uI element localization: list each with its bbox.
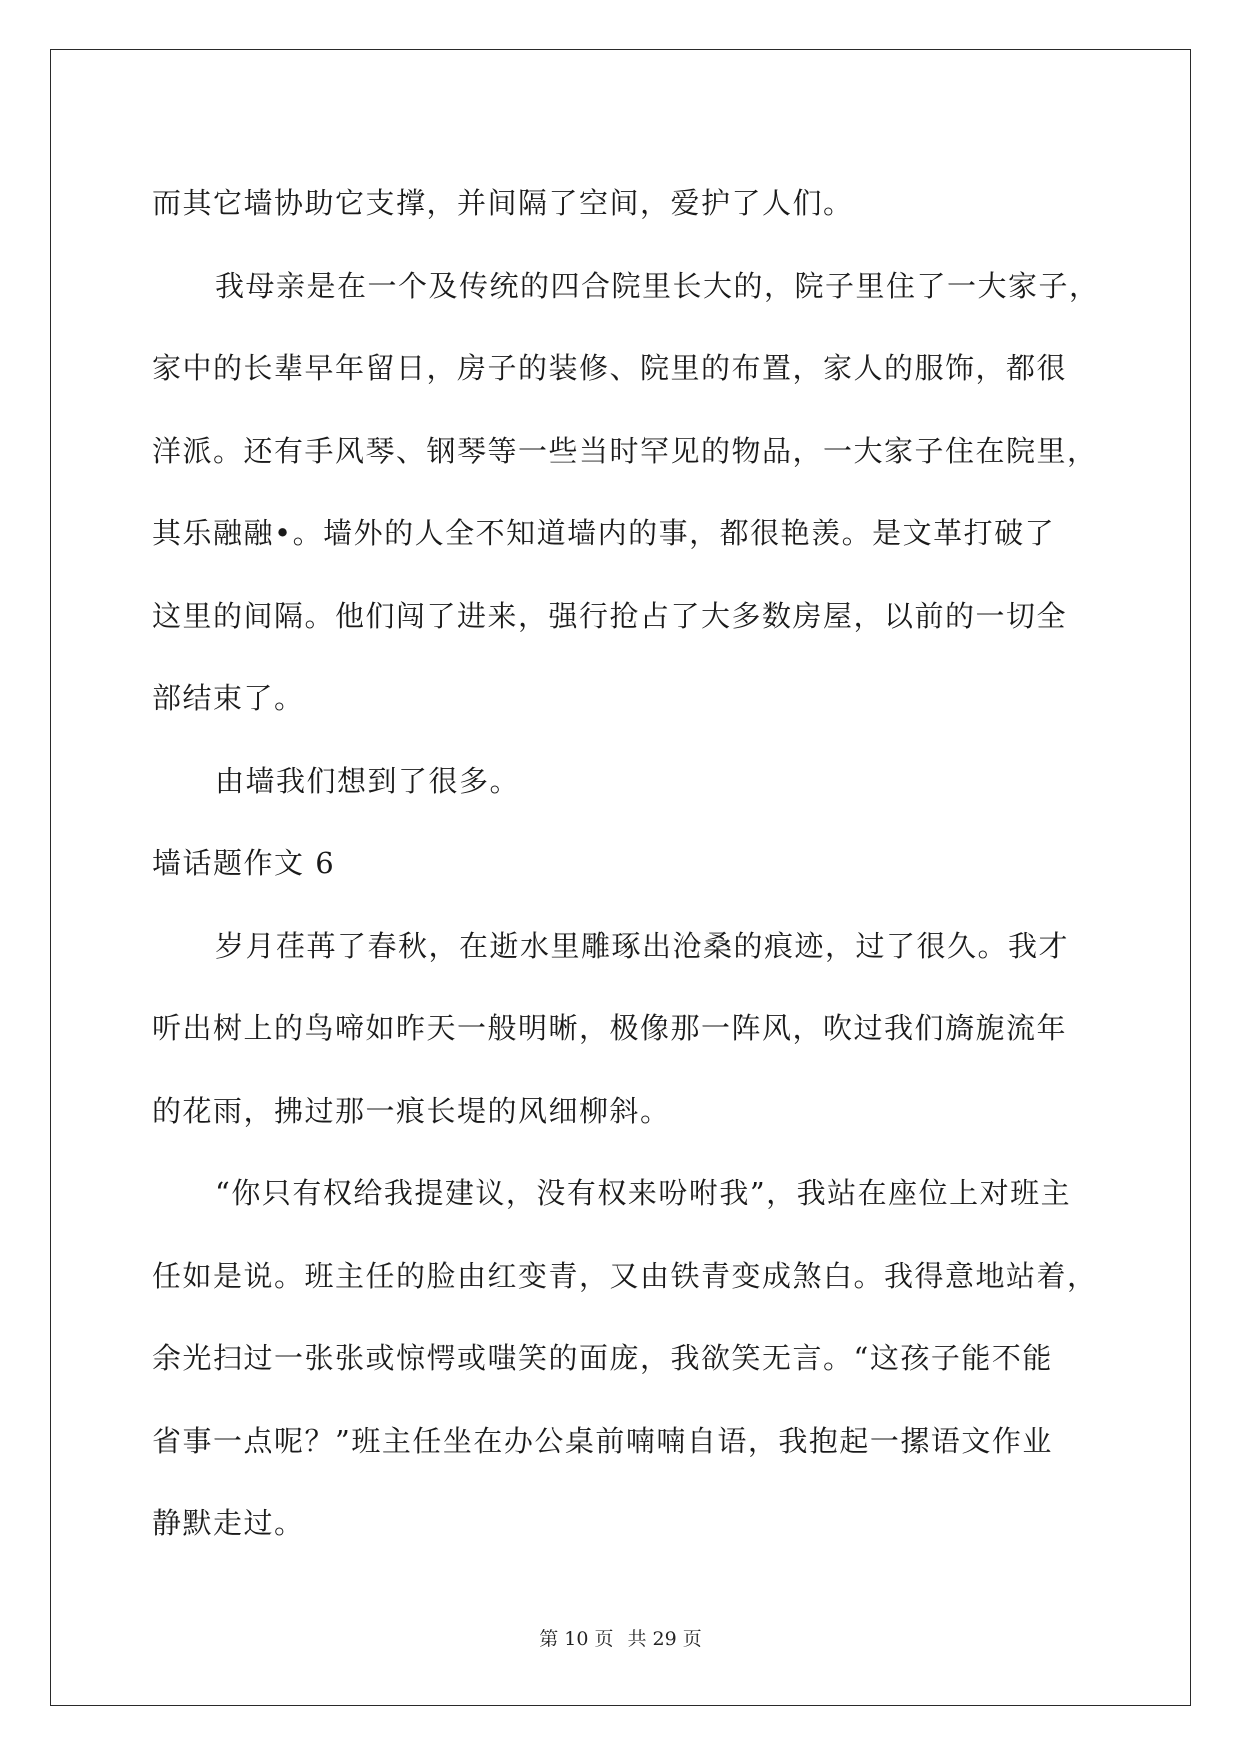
text-line: 余光扫过一张张或惊愕或嗤笑的面庞，我欲笑无言。“这孩子能不能 bbox=[152, 1341, 1053, 1375]
text-line: 任如是说。班主任的脸由红变青，又由铁青变成煞白。我得意地站着， bbox=[152, 1258, 1098, 1293]
text-line: 家中的长辈早年留日，房子的装修、院里的布置，家人的服饰，都很 bbox=[152, 351, 1068, 385]
text-line: 而其它墙协助它支撑，并间隔了空间，爱护了人们。 bbox=[152, 186, 854, 220]
text-line: 静默走过。 bbox=[152, 1506, 305, 1540]
text-line: 省事一点呢？”班主任坐在办公桌前喃喃自语，我抱起一摞语文作业 bbox=[152, 1423, 1053, 1458]
text-line: 的花雨，拂过那一痕长堤的风细柳斜。 bbox=[152, 1093, 671, 1128]
document-body bbox=[152, 162, 1102, 1565]
text-line: “你只有权给我提建议，没有权来吩咐我”，我站在座位上对班主 bbox=[215, 1176, 1072, 1210]
page-number: 第 10 页 bbox=[539, 1628, 614, 1650]
text-line: 部结束了。 bbox=[152, 681, 305, 715]
text-line: 岁月荏苒了春秋，在逝水里雕琢出沧桑的痕迹，过了很久。我才 bbox=[215, 928, 1070, 963]
text-line: 我母亲是在一个及传统的四合院里长大的，院子里住了一大家子， bbox=[215, 268, 1100, 303]
section-heading: 墙话题作文 6 bbox=[152, 846, 336, 880]
text-line: 听出树上的鸟啼如昨天一般明晰，极像那一阵风，吹过我们旖旎流年 bbox=[152, 1011, 1068, 1045]
text-line: 其乐融融•。墙外的人全不知道墙内的事，都很艳羡。是文革打破了 bbox=[152, 516, 1056, 550]
page-footer bbox=[0, 1624, 1241, 1651]
page-total: 共 29 页 bbox=[627, 1628, 702, 1650]
text-line: 由墙我们想到了很多。 bbox=[215, 763, 521, 798]
text-line: 洋派。还有手风琴、钢琴等一些当时罕见的物品，一大家子住在院里， bbox=[152, 433, 1098, 468]
text-line: 这里的间隔。他们闯了进来，强行抢占了大多数房屋，以前的一切全 bbox=[152, 598, 1068, 633]
